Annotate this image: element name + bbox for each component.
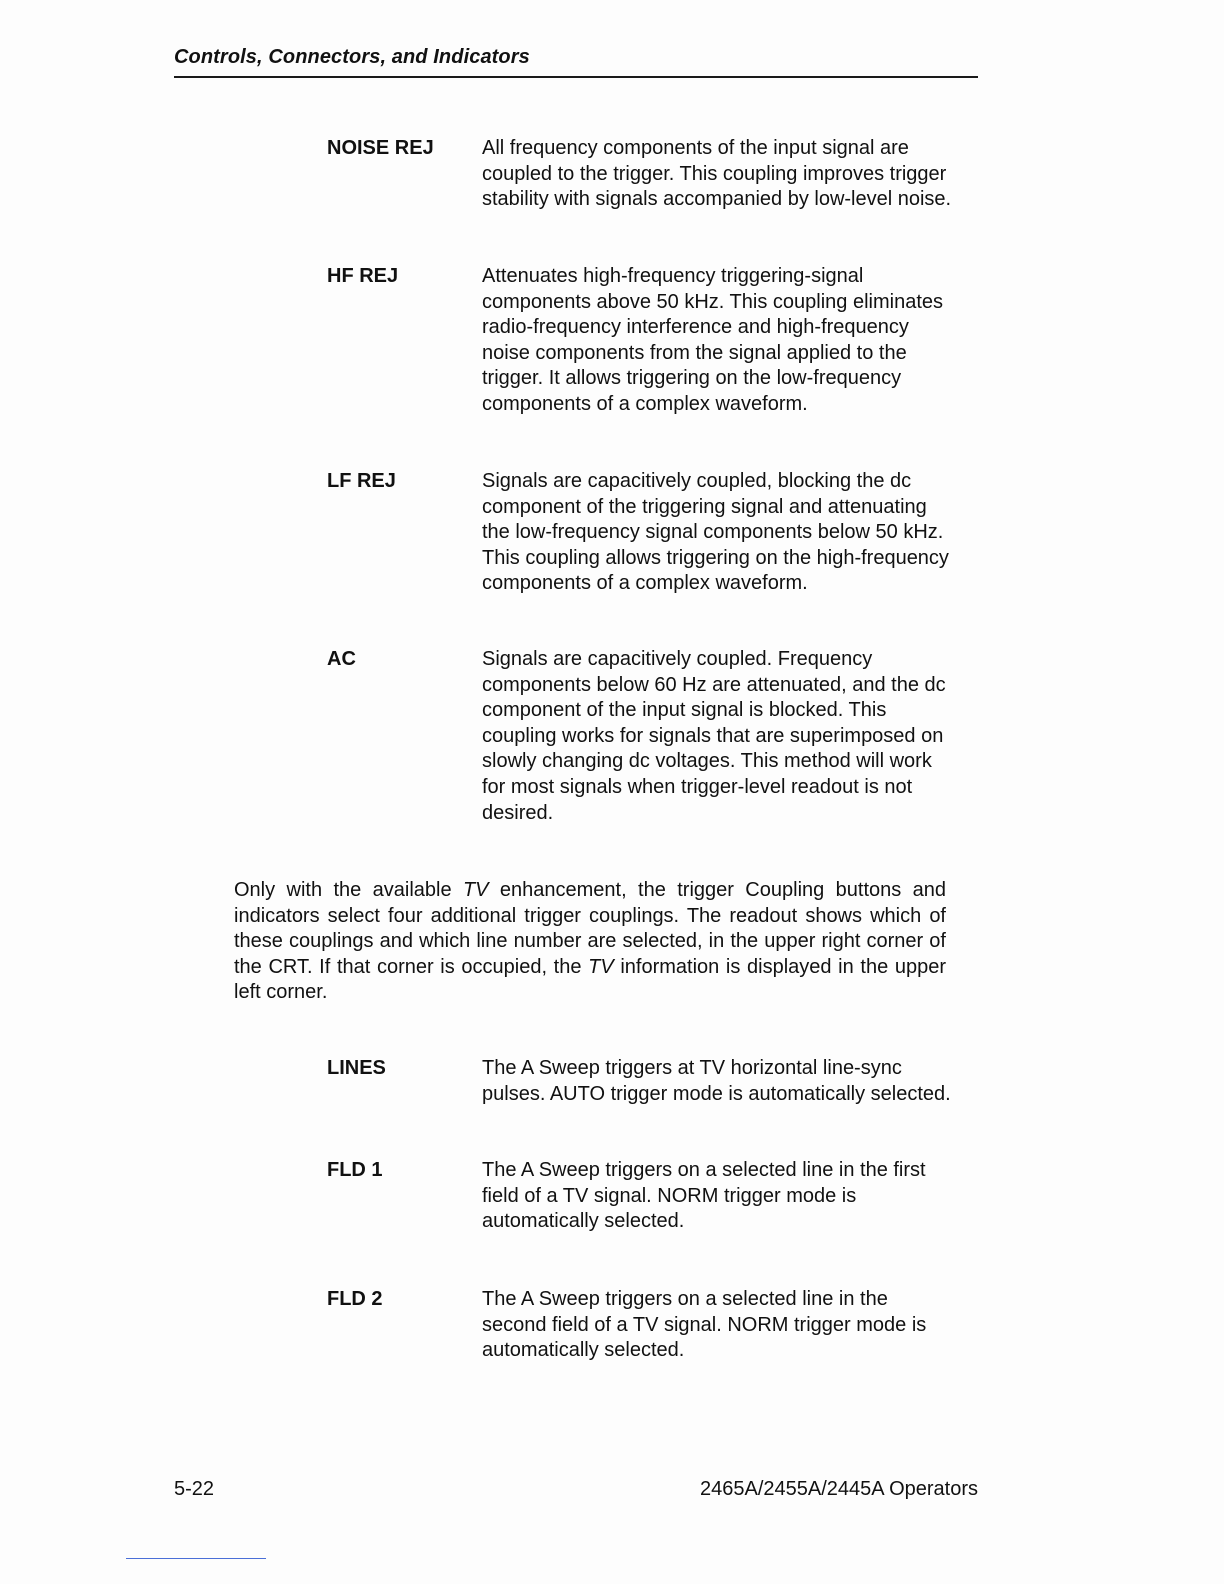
term-ac: AC <box>327 648 356 670</box>
bottom-link-rule <box>126 1558 266 1559</box>
header-rule <box>174 76 978 78</box>
term-lines: LINES <box>327 1057 386 1079</box>
term-lf-rej: LF REJ <box>327 470 396 492</box>
para-text-2: enhancement, the trigger Coupling buttons and indicators select four additional trigger couplings. The readout shows which of these couplings and which line number are selected, in the upper right corner of the CRT. If that corner is occupied, the <box>234 879 946 978</box>
desc-hf-rej: Attenuates high-frequency triggering-signal components above 50 kHz. This coupling eliminates radio-frequency interference and high-frequency noise components from the signal applied to the trigger. It allows triggering on the low-frequency components of a complex waveform. <box>482 265 943 415</box>
para-tv-1: TV <box>462 879 489 901</box>
term-noise-rej: NOISE REJ <box>327 137 434 159</box>
desc-lf-rej: Signals are capacitively coupled, blocking the dc component of the triggering signal and attenuating the low-frequency signal components below 50 kHz. This coupling allows triggering on the high-frequency components of a complex waveform. <box>482 470 949 595</box>
desc-fld-2: The A Sweep triggers on a selected line in the second field of a TV signal. NORM trigger mode is automatically selected. <box>482 1288 927 1362</box>
manual-title: 2465A/2455A/2445A Operators <box>700 1478 978 1500</box>
desc-lines: The A Sweep triggers at TV horizontal line-sync pulses. AUTO trigger mode is automatically selected. <box>482 1057 951 1105</box>
running-header: Controls, Connectors, and Indicators <box>174 46 530 68</box>
para-text-3: information is displayed in the upper left corner. <box>234 955 946 1004</box>
term-hf-rej: HF REJ <box>327 265 399 287</box>
term-fld-1: FLD 1 <box>327 1159 383 1181</box>
desc-ac: Signals are capacitively coupled. Frequency components below 60 Hz are attenuated, and the dc component of the input signal is blocked. This coupling works for signals that are superimposed on slowly changing dc voltages. This method will work for most signals when trigger-level readout is not desired. <box>482 648 946 824</box>
tv-enhancement-paragraph <box>234 878 946 1006</box>
page-number: 5-22 <box>174 1478 215 1500</box>
term-fld-2: FLD 2 <box>327 1288 383 1310</box>
para-tv-2: TV <box>588 955 614 978</box>
para-text-1: Only with the available <box>234 879 463 901</box>
desc-noise-rej: All frequency components of the input signal are coupled to the trigger. This coupling improves trigger stability with signals accompanied by low-level noise. <box>482 137 952 211</box>
desc-fld-1: The A Sweep triggers on a selected line in the first field of a TV signal. NORM trigger mode is automatically selected. <box>482 1159 926 1233</box>
